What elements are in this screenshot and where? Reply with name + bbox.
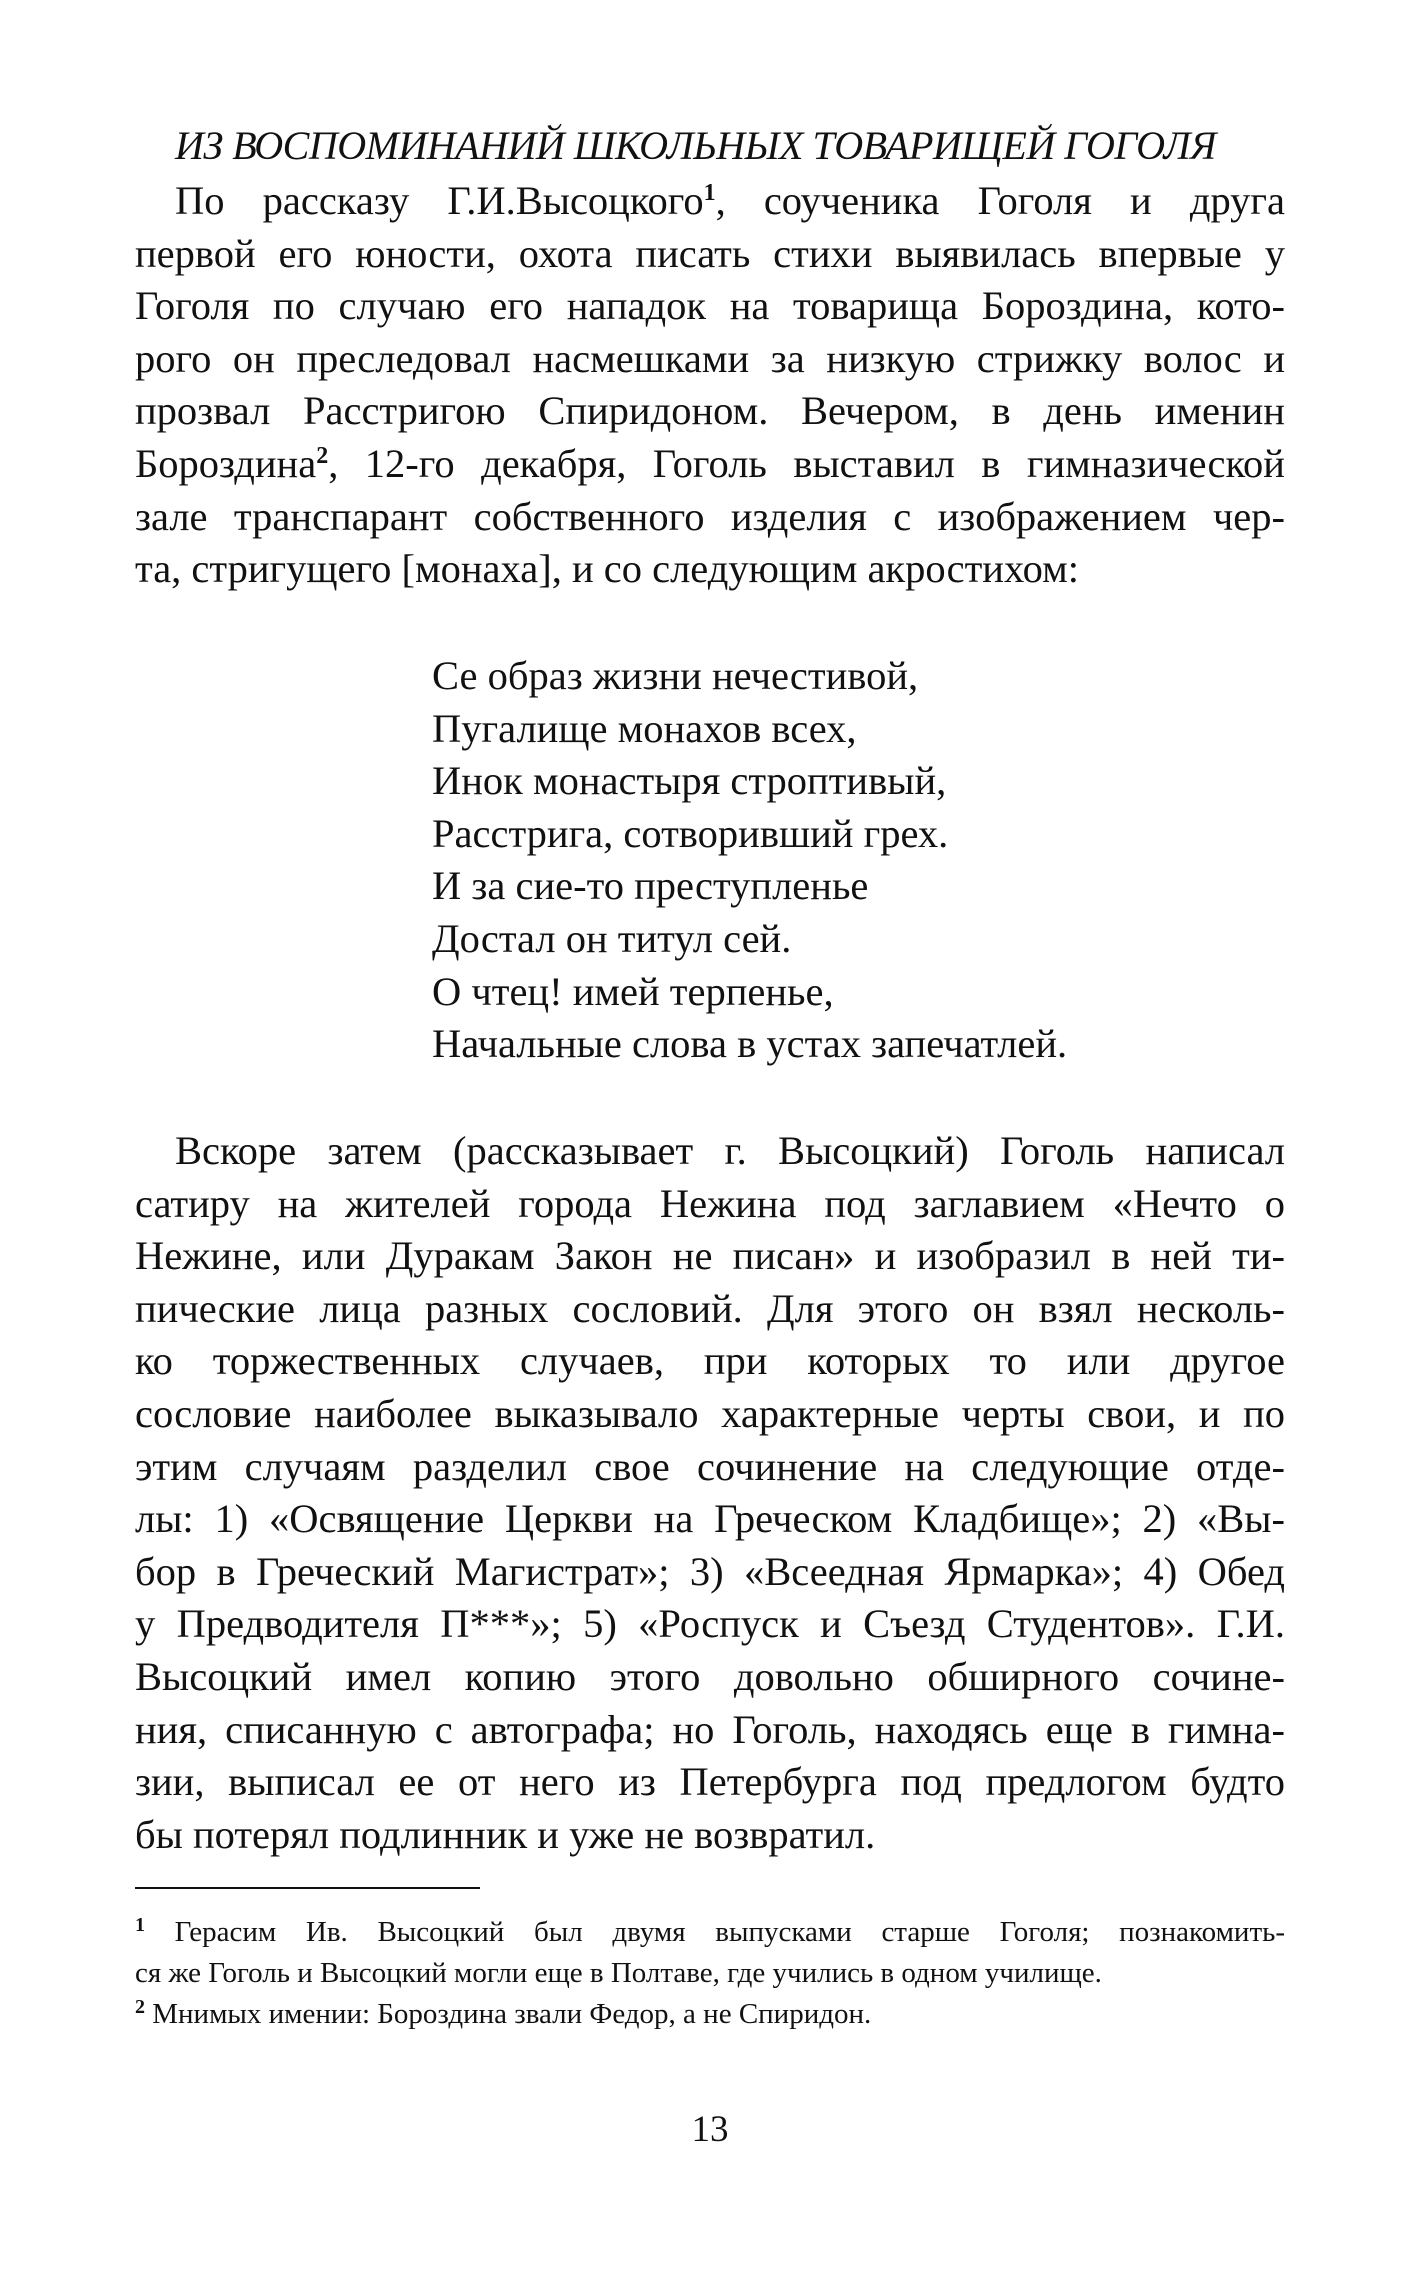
text-span: Бороздина bbox=[135, 440, 317, 486]
poem-verse: И за сие-то преступленье bbox=[432, 863, 869, 909]
acrostic-poem bbox=[432, 650, 1067, 1071]
poem-verse: Начальные слова в устах запечатлей. bbox=[432, 1021, 1068, 1067]
text-span: , 12-го декабря, Гоголь выставил в гимназической bbox=[328, 440, 1285, 486]
text-line: сатиру на жителей города Нежина под заглавием «Нечто о bbox=[135, 1180, 1285, 1226]
footnote-ref-2: 2 bbox=[316, 442, 329, 469]
text-line: пические лица разных сословий. Для этого он взял несколь- bbox=[135, 1285, 1285, 1331]
footnote-marker-2: 2 bbox=[135, 1996, 145, 2018]
text-span: , соученика Гоголя и друга bbox=[715, 178, 1285, 223]
text-line: бор в Греческий Магистрат»; 3) «Всеедная Ярмарка»; 4) Обед bbox=[135, 1548, 1285, 1594]
footnote-divider bbox=[135, 1887, 480, 1889]
footnotes bbox=[135, 1912, 1285, 2035]
footnote-1 bbox=[135, 1912, 1285, 1994]
text-span: По рассказу Г.И.Высоцкого bbox=[175, 178, 704, 223]
footnote-2 bbox=[135, 1994, 1285, 2035]
page-number: 13 bbox=[691, 2109, 729, 2150]
chapter-title: ИЗ ВОСПОМИНАНИЙ ШКОЛЬНЫХ ТОВАРИЩЕЙ ГОГОЛЯ bbox=[175, 123, 1216, 168]
text-line: прозвал Расстригою Спиридоном. Вечером, в день именин bbox=[135, 388, 1285, 434]
text-line: бы потерял подлинник и уже не возвратил. bbox=[135, 1811, 876, 1857]
text-line: Вскоре затем (рассказывает г. Высоцкий) Гоголь написал bbox=[175, 1128, 1285, 1173]
poem-verse: Пугалище монахов всех, bbox=[432, 705, 857, 751]
text-line: та, стригущего [монаха], и со следующим акростихом: bbox=[135, 546, 1080, 592]
text-line: сословие наиболее выказывало характерные черты свои, и по bbox=[135, 1390, 1285, 1436]
text-line: ния, списанную с автографа; но Гоголь, находясь еще в гимна- bbox=[135, 1706, 1285, 1752]
text-line: Высоцкий имел копию этого довольно обширного сочине- bbox=[135, 1653, 1285, 1699]
footnote-marker-1: 1 bbox=[135, 1914, 145, 1936]
poem-verse: Достал он титул сей. bbox=[432, 915, 792, 961]
footnote-line bbox=[135, 1912, 1285, 1953]
text-line: лы: 1) «Освящение Церкви на Греческом Кладбище»; 2) «Вы- bbox=[135, 1496, 1285, 1542]
text-line: у Предводителя П***»; 5) «Роспуск и Съезд Студентов». Г.И. bbox=[135, 1601, 1285, 1647]
text-line: этим случаям разделил свое сочинение на следующие отде- bbox=[135, 1443, 1285, 1489]
text-line: рого он преследовал насмешками за низкую стрижку волос и bbox=[135, 335, 1285, 381]
text-line: зии, выписал ее от него из Петербурга под предлогом будто bbox=[135, 1759, 1285, 1805]
text-line: первой его юности, охота писать стихи выявилась впервые у bbox=[135, 230, 1285, 276]
poem-verse: Се образ жизни нечестивой, bbox=[432, 653, 919, 698]
poem-verse: Инок монастыря строптивый, bbox=[432, 758, 947, 804]
poem-verse: Расстрига, сотворивший грех. bbox=[432, 810, 949, 856]
footnote-line bbox=[135, 1994, 1285, 2035]
book-page bbox=[135, 0, 1285, 2272]
text-line: ко торжественных случаев, при которых то или другое bbox=[135, 1338, 1285, 1384]
text-line: зале транспарант собственного изделия с изображением чер- bbox=[135, 493, 1285, 539]
paragraph-1 bbox=[135, 175, 1285, 596]
text-line bbox=[135, 175, 1285, 228]
footnote-line: ся же Гоголь и Высоцкий могли еще в Полтаве, где учились в одном училище. bbox=[135, 1957, 1102, 1989]
text-span: Герасим Ив. Высоцкий был двумя выпусками старше Гоголя; познакомить- bbox=[145, 1916, 1285, 1948]
text-span: Мнимых имении: Бороздина звали Федор, а не Спиридон. bbox=[145, 1998, 872, 2030]
text-line bbox=[135, 438, 1285, 491]
footnote-ref-1: 1 bbox=[703, 180, 716, 206]
paragraph-2 bbox=[135, 1125, 1285, 1861]
text-line: Нежине, или Дуракам Закон не писан» и изобразил в ней ти- bbox=[135, 1233, 1285, 1279]
text-line: Гоголя по случаю его нападок на товарища Бороздина, кото- bbox=[135, 283, 1285, 329]
poem-verse: О чтец! имей терпенье, bbox=[432, 968, 834, 1014]
